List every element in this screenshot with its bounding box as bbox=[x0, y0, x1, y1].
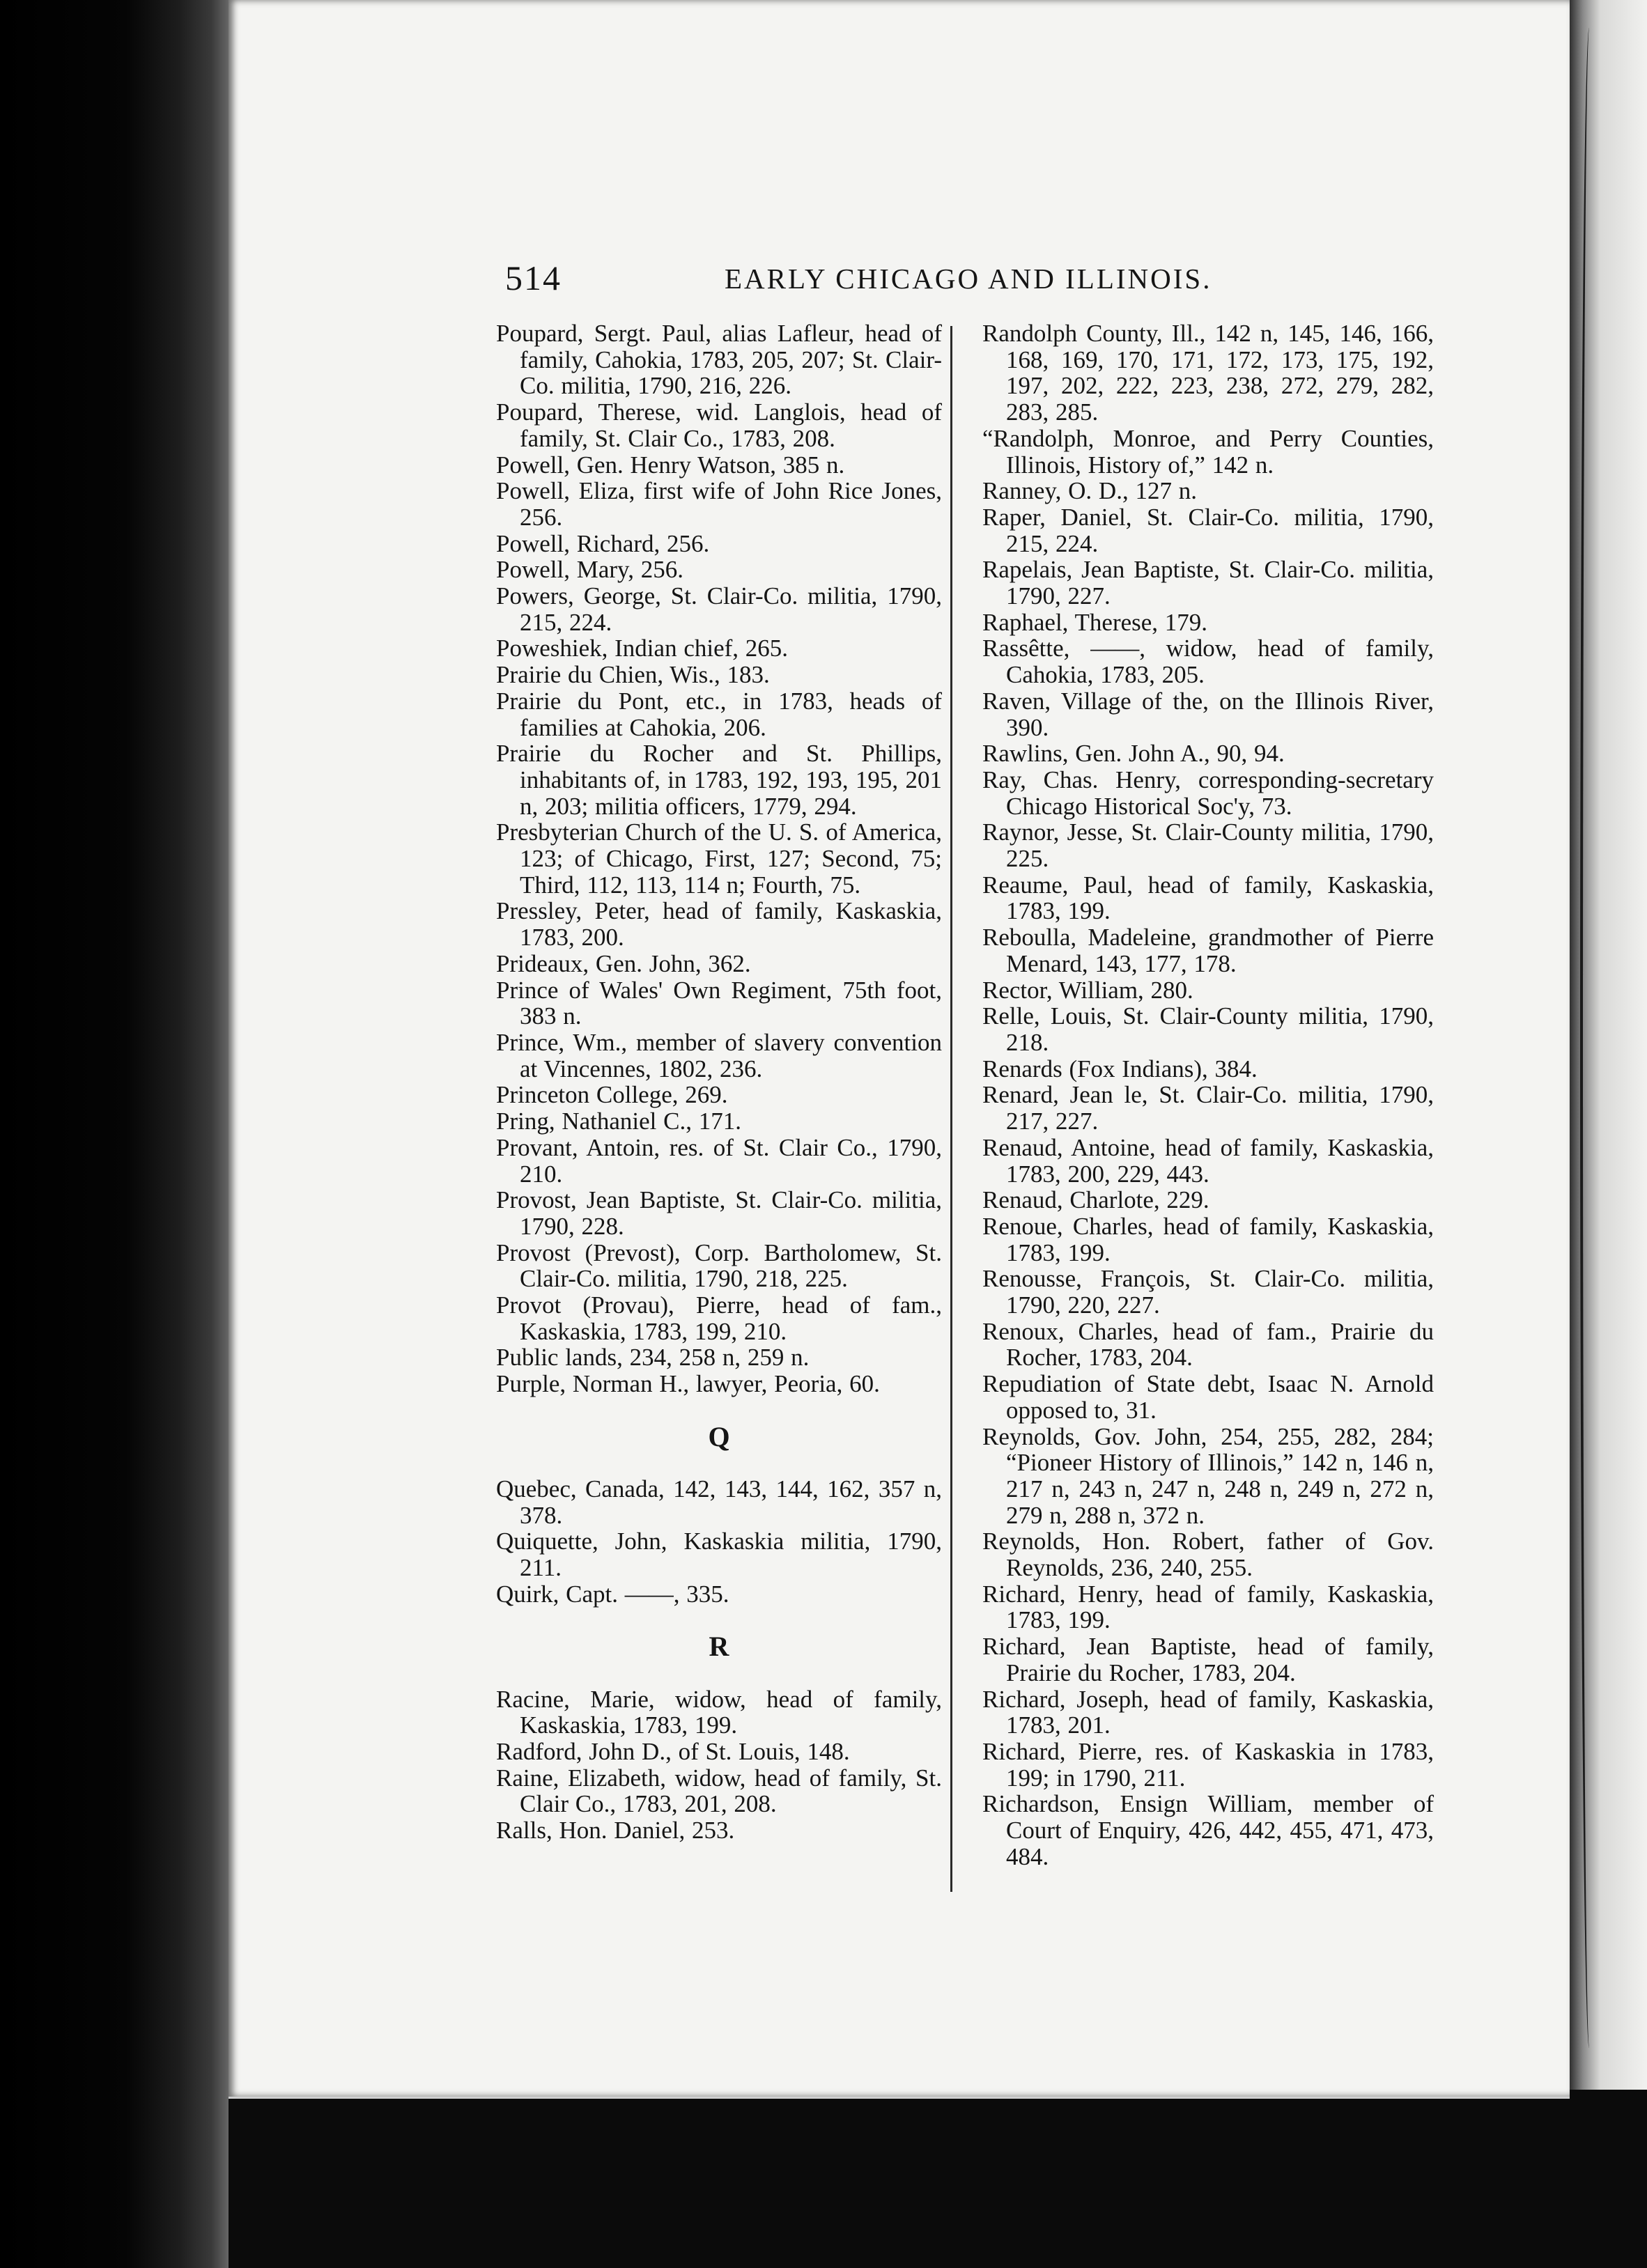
index-entry: Princeton College, 269. bbox=[496, 1081, 728, 1109]
index-entry: Prince, Wm., member of slavery convention at Vincennes, 1802, 236. bbox=[496, 1028, 942, 1082]
index-entry: Provot (Provau), Pierre, head of fam., Kaskaskia, 1783, 199, 210. bbox=[496, 1291, 942, 1345]
index-entry: Powell, Mary, 256. bbox=[496, 556, 684, 584]
index-entry: Poweshiek, Indian chief, 265. bbox=[496, 635, 789, 662]
index-entry: Renaud, Charlote, 229. bbox=[982, 1186, 1209, 1214]
page-number: 514 bbox=[505, 258, 562, 297]
index-entry: Pring, Nathaniel C., 171. bbox=[496, 1108, 741, 1135]
index-entry: Repudiation of State debt, Isaac N. Arnold opposed to, 31. bbox=[982, 1370, 1434, 1424]
index-entry: Poupard, Sergt. Paul, alias Lafleur, head of family, Cahokia, 1783, 205, 207; St. Clair-Co. militia, 1790, 216, 226. bbox=[496, 320, 942, 400]
index-entry: Raper, Daniel, St. Clair-Co. militia, 1790, 215, 224. bbox=[982, 503, 1434, 557]
index-entry: Prairie du Pont, etc., in 1783, heads of families at Cahokia, 206. bbox=[496, 687, 942, 741]
index-entry: Renaud, Antoine, head of family, Kaskaskia, 1783, 200, 229, 443. bbox=[982, 1133, 1434, 1188]
index-entry: Richard, Joseph, head of family, Kaskaskia, 1783, 201. bbox=[982, 1685, 1434, 1739]
section-gap bbox=[496, 1397, 942, 1424]
index-entry: Rapelais, Jean Baptiste, St. Clair-Co. militia, 1790, 227. bbox=[982, 556, 1434, 610]
index-entry: Presbyterian Church of the U. S. of America, 123; of Chicago, First, 127; Second, 75; Third, 112, 113, 114 n; Fourth, 75. bbox=[496, 818, 942, 899]
index-entry: Raven, Village of the, on the Illinois River, 390. bbox=[982, 687, 1434, 741]
index-entry: “Randolph, Monroe, and Perry Counties, Illinois, History of,” 142 n. bbox=[982, 424, 1434, 479]
index-entry: Racine, Marie, widow, head of family, Kaskaskia, 1783, 199. bbox=[496, 1685, 942, 1739]
index-entry: Purple, Norman H., lawyer, Peoria, 60. bbox=[496, 1370, 880, 1398]
index-entry: Richard, Henry, head of family, Kaskaskia, 1783, 199. bbox=[982, 1580, 1434, 1634]
index-entry: Radford, John D., of St. Louis, 148. bbox=[496, 1737, 850, 1765]
index-entry: Rector, William, 280. bbox=[982, 976, 1193, 1004]
index-entry: Renards (Fox Indians), 384. bbox=[982, 1055, 1258, 1082]
index-entry: Ralls, Hon. Daniel, 253. bbox=[496, 1817, 735, 1844]
index-entry: Reaume, Paul, head of family, Kaskaskia, 1783, 199. bbox=[982, 871, 1434, 925]
index-entry: Poupard, Therese, wid. Langlois, head of family, St. Clair Co., 1783, 208. bbox=[496, 398, 942, 452]
section-letter-q: Q bbox=[708, 1420, 730, 1452]
index-entry: Renousse, François, St. Clair-Co. militia, 1790, 220, 227. bbox=[982, 1265, 1434, 1319]
book-binding-shadow bbox=[0, 0, 230, 2268]
index-entry: Rassêtte, ——, widow, head of family, Cahokia, 1783, 205. bbox=[982, 635, 1434, 689]
index-entry: Quiquette, John, Kaskaskia militia, 1790, 211. bbox=[496, 1528, 942, 1582]
index-entry: Richard, Jean Baptiste, head of family, Prairie du Rocher, 1783, 204. bbox=[982, 1633, 1434, 1686]
index-entry: Powers, George, St. Clair-Co. militia, 1790, 215, 224. bbox=[496, 582, 942, 636]
running-title: EARLY CHICAGO AND ILLINOIS. bbox=[725, 263, 1212, 295]
index-entry: Renard, Jean le, St. Clair-Co. militia, 1790, 217, 227. bbox=[982, 1081, 1434, 1135]
index-entry: Powell, Gen. Henry Watson, 385 n. bbox=[496, 451, 845, 479]
index-entry: Raynor, Jesse, St. Clair-County militia, 1790, 225. bbox=[982, 818, 1434, 873]
index-column-right bbox=[982, 320, 1434, 1870]
index-entry: Richardson, Ensign William, member of Court of Enquiry, 426, 442, 455, 471, 473, 484. bbox=[982, 1790, 1434, 1870]
index-entry: Randolph County, Ill., 142 n, 145, 146, 166, 168, 169, 170, 171, 172, 173, 175, 192, 197, 202, 222, 223, 238, 272, 279, 282, 283, 285. bbox=[982, 320, 1434, 426]
page-curl-edge bbox=[1580, 28, 1598, 2048]
index-entry: Provost, Jean Baptiste, St. Clair-Co. militia, 1790, 228. bbox=[496, 1186, 942, 1240]
index-entry: Relle, Louis, St. Clair-County militia, 1790, 218. bbox=[982, 1002, 1434, 1056]
index-column-left bbox=[496, 320, 942, 1844]
index-entry: Reboulla, Madeleine, grandmother of Pierre Menard, 143, 177, 178. bbox=[982, 924, 1434, 977]
index-entry: Prairie du Chien, Wis., 183. bbox=[496, 661, 770, 689]
index-entry: Raphael, Therese, 179. bbox=[982, 608, 1208, 636]
index-entry: Pressley, Peter, head of family, Kaskaskia, 1783, 200. bbox=[496, 897, 942, 952]
index-entry: Public lands, 234, 258 n, 259 n. bbox=[496, 1344, 810, 1372]
section-gap bbox=[496, 1607, 942, 1633]
index-entry: Provost (Prevost), Corp. Bartholomew, St. Clair-Co. militia, 1790, 218, 225. bbox=[496, 1238, 942, 1293]
index-entry: Quirk, Capt. ——, 335. bbox=[496, 1580, 729, 1608]
index-entry: Ranney, O. D., 127 n. bbox=[982, 477, 1197, 505]
index-entry: Richard, Pierre, res. of Kaskaskia in 1783, 199; in 1790, 211. bbox=[982, 1737, 1434, 1792]
index-entry: Ray, Chas. Henry, corresponding-secretary Chicago Historical Soc'y, 73. bbox=[982, 766, 1434, 820]
index-entry: Prairie du Rocher and St. Phillips, inhabitants of, in 1783, 192, 193, 195, 201 n, 203; militia officers, 1779, 294. bbox=[496, 740, 942, 820]
index-entry: Rawlins, Gen. John A., 90, 94. bbox=[982, 740, 1285, 768]
background-below-page bbox=[229, 2097, 1647, 2268]
index-entry: Raine, Elizabeth, widow, head of family, St. Clair Co., 1783, 201, 208. bbox=[496, 1764, 942, 1818]
index-entry: Provant, Antoin, res. of St. Clair Co., 1790, 210. bbox=[496, 1133, 942, 1188]
column-divider bbox=[950, 326, 952, 1892]
index-entry: Powell, Richard, 256. bbox=[496, 529, 710, 557]
index-entry: Renoux, Charles, head of fam., Prairie du Rocher, 1783, 204. bbox=[982, 1317, 1434, 1372]
index-entry: Quebec, Canada, 142, 143, 144, 162, 357 n, 378. bbox=[496, 1475, 942, 1529]
running-head bbox=[505, 258, 1480, 306]
index-entry: Powell, Eliza, first wife of John Rice Jones, 256. bbox=[496, 477, 942, 531]
section-letter-r: R bbox=[709, 1631, 729, 1663]
index-entry: Reynolds, Hon. Robert, father of Gov. Reynolds, 236, 240, 255. bbox=[982, 1528, 1434, 1582]
index-entry: Prince of Wales' Own Regiment, 75th foot, 383 n. bbox=[496, 976, 942, 1030]
section-gap bbox=[496, 1660, 942, 1686]
index-entry: Prideaux, Gen. John, 362. bbox=[496, 949, 751, 977]
index-entry: Renoue, Charles, head of family, Kaskaskia, 1783, 199. bbox=[982, 1212, 1434, 1266]
index-entry: Reynolds, Gov. John, 254, 255, 282, 284; “Pioneer History of Illinois,” 142 n, 146 n, 217 n, 243 n, 247 n, 248 n, 249 n, 272 n, 279 n, 288 n, 372 n. bbox=[982, 1422, 1434, 1529]
section-gap bbox=[496, 1450, 942, 1476]
